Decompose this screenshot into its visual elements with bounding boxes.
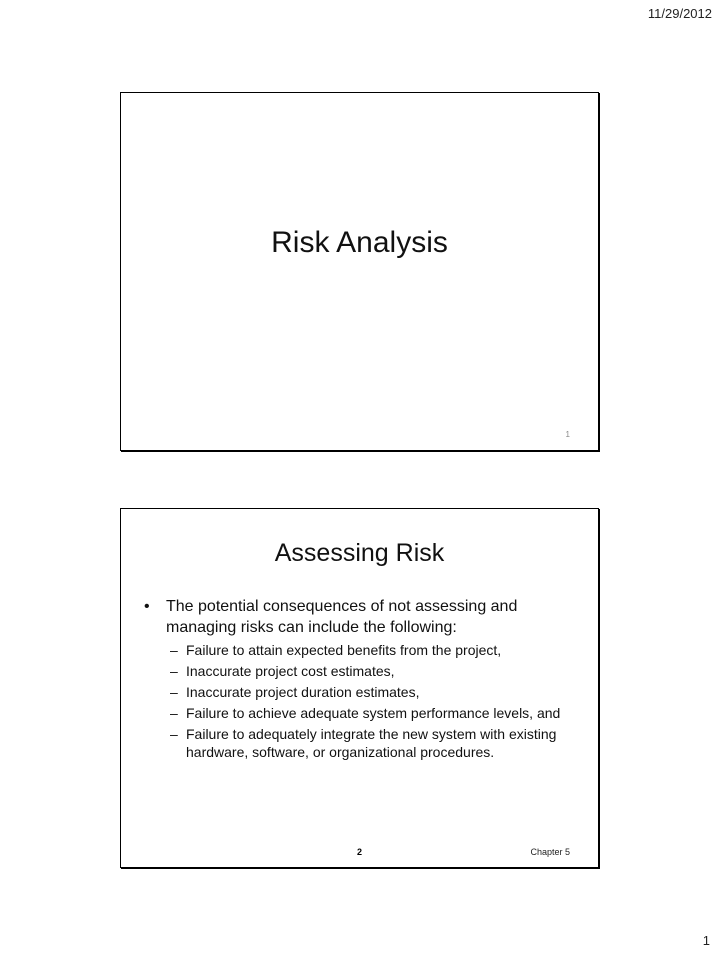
slide-1-title: Risk Analysis [271, 226, 448, 259]
sub-marker: – [170, 705, 178, 721]
sub-item-text: Inaccurate project duration estimates, [186, 684, 420, 700]
sub-item-text: Inaccurate project cost estimates, [186, 663, 395, 679]
sub-marker: – [170, 642, 178, 658]
sub-item [170, 641, 578, 659]
bullet-text: The potential consequences of not assessing and managing risks can include the following: [166, 598, 518, 636]
slide-2 [120, 508, 599, 868]
sub-item-text: Failure to achieve adequate system performance levels, and [186, 705, 561, 721]
sub-item [170, 725, 578, 761]
sub-marker: – [170, 684, 178, 700]
sub-item [170, 662, 578, 680]
bullet-item [144, 596, 578, 638]
slide-2-chapter: Chapter 5 [530, 847, 570, 857]
slide-1-number: 1 [565, 430, 570, 439]
sub-item [170, 683, 578, 701]
slide-2-content [144, 596, 578, 764]
sub-marker: – [170, 726, 178, 742]
sub-item-text: Failure to adequately integrate the new system with existing hardware, software, or organizational procedures. [186, 726, 557, 760]
slide-2-title: Assessing Risk [274, 539, 445, 567]
page-number: 1 [702, 933, 710, 948]
sub-item-text: Failure to attain expected benefits from the project, [186, 642, 502, 658]
sub-marker: – [170, 663, 178, 679]
slide-2-number: 2 [356, 847, 362, 857]
bullet-marker: • [144, 598, 150, 615]
slide-1 [120, 92, 599, 451]
page-date: 11/29/2012 [647, 6, 712, 21]
sub-item [170, 704, 578, 722]
